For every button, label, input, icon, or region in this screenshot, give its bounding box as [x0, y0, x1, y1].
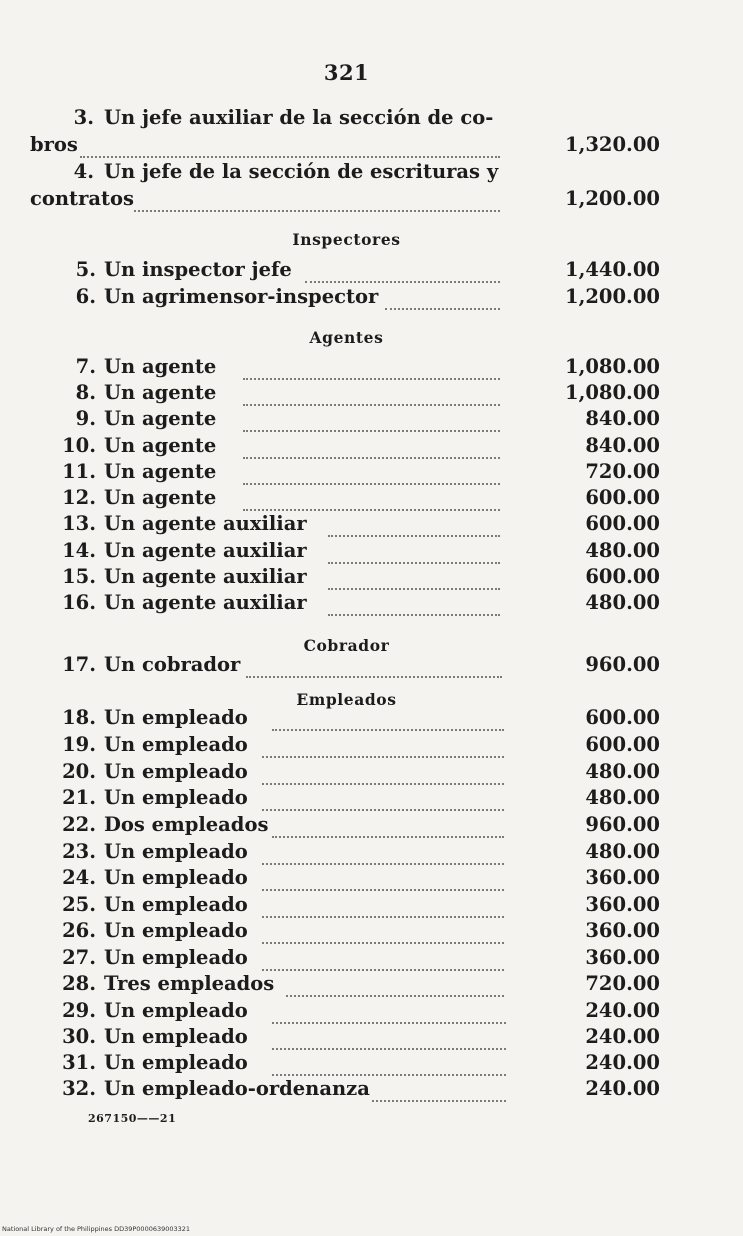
- leader-dots: [272, 836, 504, 838]
- leader-dots: [328, 588, 500, 590]
- leader-dots: [262, 942, 504, 944]
- section-heading-cobrador: Cobrador: [303, 636, 390, 655]
- item-number: 22.: [62, 813, 96, 836]
- leader-dots: [305, 281, 500, 283]
- item-number: 4.: [73, 160, 94, 183]
- leader-dots: [262, 969, 504, 971]
- section-heading-inspectores: Inspectores: [292, 230, 401, 249]
- leader-dots: [262, 783, 504, 785]
- leader-dots: [262, 863, 504, 865]
- item-amount: 1,200.00: [565, 285, 660, 308]
- page-number: 321: [323, 60, 370, 85]
- leader-dots: [372, 1100, 506, 1102]
- item-number: 13.: [62, 512, 96, 535]
- item-amount: 360.00: [585, 946, 660, 969]
- item-label: Un empleado: [104, 733, 248, 756]
- item-label: Un agente: [104, 460, 217, 483]
- item-amount: 480.00: [585, 840, 660, 863]
- item-number: 8.: [75, 381, 96, 404]
- item-number: 5.: [75, 258, 96, 281]
- item-label: Un empleado: [104, 706, 248, 729]
- item-label: Un agrimensor-inspector: [104, 285, 379, 308]
- item-label: Un agente: [104, 486, 217, 509]
- item-number: 18.: [62, 706, 96, 729]
- leader-dots: [243, 457, 500, 459]
- printer-code: 267150——21: [88, 1112, 177, 1125]
- item-amount: 480.00: [585, 539, 660, 562]
- item-label: Un agente: [104, 355, 217, 378]
- item-amount: 600.00: [585, 706, 660, 729]
- item-amount: 960.00: [585, 653, 660, 676]
- leader-dots: [328, 562, 500, 564]
- item-number: 32.: [62, 1077, 96, 1100]
- leader-dots: [272, 1022, 506, 1024]
- item-label: Dos empleados: [104, 813, 269, 836]
- item-number: 9.: [75, 407, 96, 430]
- item-amount: 1,200.00: [565, 187, 660, 210]
- item-amount: 240.00: [585, 999, 660, 1022]
- item-amount: 480.00: [585, 760, 660, 783]
- leader-dots: [243, 378, 500, 380]
- leader-dots: [246, 676, 502, 678]
- item-amount: 360.00: [585, 919, 660, 942]
- item-label: Un cobrador: [104, 653, 241, 676]
- item-amount: 480.00: [585, 591, 660, 614]
- item-label-line1: Un jefe de la sección de escrituras y: [104, 160, 499, 183]
- item-amount: 240.00: [585, 1051, 660, 1074]
- item-number: 19.: [62, 733, 96, 756]
- item-amount: 1,080.00: [565, 381, 660, 404]
- item-number: 20.: [62, 760, 96, 783]
- item-label: Un empleado: [104, 866, 248, 889]
- item-label: Un agente auxiliar: [104, 591, 307, 614]
- leader-dots: [262, 809, 504, 811]
- item-label: Un empleado: [104, 893, 248, 916]
- item-label: Un empleado: [104, 1025, 248, 1048]
- item-label: Un agente: [104, 381, 217, 404]
- item-amount: 1,080.00: [565, 355, 660, 378]
- item-label: Un agente auxiliar: [104, 539, 307, 562]
- item-amount: 720.00: [585, 972, 660, 995]
- item-amount: 720.00: [585, 460, 660, 483]
- item-label: Un empleado: [104, 840, 248, 863]
- item-number: 15.: [62, 565, 96, 588]
- item-amount: 600.00: [585, 733, 660, 756]
- leader-dots: [328, 614, 500, 616]
- item-label: Un empleado: [104, 999, 248, 1022]
- leader-dots: [272, 1074, 506, 1076]
- item-number: 16.: [62, 591, 96, 614]
- item-amount: 360.00: [585, 893, 660, 916]
- item-number: 30.: [62, 1025, 96, 1048]
- leader-dots: [262, 916, 504, 918]
- library-imprint: National Library of the Philippines DD39P0000639003321: [2, 1225, 191, 1233]
- item-label: Un empleado: [104, 760, 248, 783]
- item-number: 12.: [62, 486, 96, 509]
- item-number: 31.: [62, 1051, 96, 1074]
- leader-dots: [286, 995, 504, 997]
- leader-dots: [243, 483, 500, 485]
- item-number: 27.: [62, 946, 96, 969]
- item-number: 26.: [62, 919, 96, 942]
- item-amount: 840.00: [585, 434, 660, 457]
- item-label: Un empleado-ordenanza: [104, 1077, 370, 1100]
- item-number: 14.: [62, 539, 96, 562]
- leader-dots: [272, 1048, 506, 1050]
- section-heading-agentes: Agentes: [309, 328, 384, 347]
- section-heading-empleados: Empleados: [296, 690, 397, 709]
- item-amount: 600.00: [585, 486, 660, 509]
- item-label: Un empleado: [104, 919, 248, 942]
- item-label: Un agente: [104, 407, 217, 430]
- leader-dots: [243, 430, 500, 432]
- leader-dots: [262, 889, 504, 891]
- item-amount: 600.00: [585, 512, 660, 535]
- item-number: 7.: [75, 355, 96, 378]
- item-number: 28.: [62, 972, 96, 995]
- item-number: 10.: [62, 434, 96, 457]
- item-amount: 1,440.00: [565, 258, 660, 281]
- item-label: Un empleado: [104, 1051, 248, 1074]
- leader-dots: [328, 535, 500, 537]
- item-number: 17.: [62, 653, 96, 676]
- item-label: Un agente auxiliar: [104, 565, 307, 588]
- leader-dots: [272, 729, 504, 731]
- item-label: Tres empleados: [104, 972, 275, 995]
- leader-dots: [243, 509, 500, 511]
- item-label: Un agente: [104, 434, 217, 457]
- item-amount: 1,320.00: [565, 133, 660, 156]
- item-label: Un inspector jefe: [104, 258, 292, 281]
- item-amount: 360.00: [585, 866, 660, 889]
- leader-dots: [243, 404, 500, 406]
- leader-dots: [80, 156, 500, 158]
- item-amount: 840.00: [585, 407, 660, 430]
- leader-dots: [134, 210, 500, 212]
- leader-dots: [262, 756, 504, 758]
- item-amount: 240.00: [585, 1077, 660, 1100]
- item-amount: 240.00: [585, 1025, 660, 1048]
- item-label: Un empleado: [104, 786, 248, 809]
- item-number: 29.: [62, 999, 96, 1022]
- item-number: 21.: [62, 786, 96, 809]
- item-label: Un agente auxiliar: [104, 512, 307, 535]
- item-number: 6.: [75, 285, 96, 308]
- item-label: Un empleado: [104, 946, 248, 969]
- item-amount: 960.00: [585, 813, 660, 836]
- item-number: 3.: [73, 106, 94, 129]
- leader-dots: [385, 308, 500, 310]
- item-label-line2: bros: [30, 133, 78, 156]
- item-number: 23.: [62, 840, 96, 863]
- item-amount: 600.00: [585, 565, 660, 588]
- item-label-line1: Un jefe auxiliar de la sección de co-: [104, 106, 494, 129]
- item-label-line2: contratos: [30, 187, 134, 210]
- item-amount: 480.00: [585, 786, 660, 809]
- item-number: 24.: [62, 866, 96, 889]
- item-number: 11.: [62, 460, 96, 483]
- item-number: 25.: [62, 893, 96, 916]
